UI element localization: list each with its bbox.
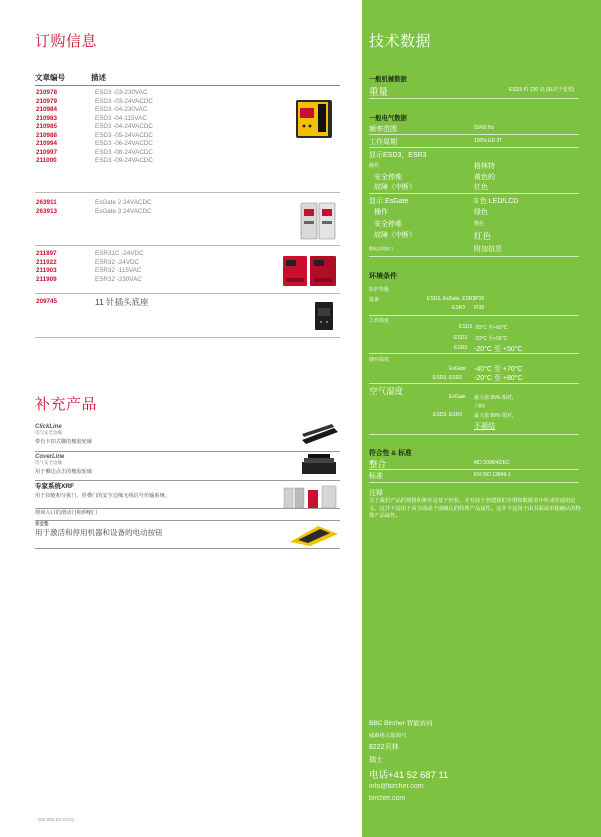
storage-temp-value-2: -20°C 至 +80°C (474, 375, 523, 382)
article-description: 11 针插头底座 (95, 297, 149, 307)
general-mechanical-heading: 一般机械数据 (369, 76, 407, 83)
extra-value: 附加信息 (474, 246, 502, 253)
weight-label: 重量 (369, 87, 389, 98)
note-label: 注释 (369, 490, 383, 497)
humidity-note: 不凝结 (474, 404, 486, 408)
humidity-value-1: 最大值 95% 相对， (474, 395, 517, 401)
article-description: ESR32 -230VAC (95, 275, 142, 283)
article-description: ESD3 -09-24VACDC (95, 157, 153, 164)
contact-company: BBC Bircher 智能访问 (369, 720, 433, 727)
humidity-value-3: 不凝结 (474, 423, 495, 430)
article-description: ESD3 -06-24VACDC (95, 140, 153, 147)
op-temp-product-1: ESD3 (459, 324, 473, 330)
duty-value: 100% ED 3T (474, 138, 503, 144)
article-number: 210994 (36, 140, 58, 147)
op-temp-product-2: ESD3 (454, 335, 468, 341)
article-description: ESD3 -08-24VACDC (95, 148, 153, 156)
extra-label: 数据总线接口 (369, 246, 393, 251)
article-description: ESD3 -04-115VAC (95, 114, 147, 122)
divider (369, 134, 579, 135)
divider (369, 482, 579, 483)
article-number: 209745 (36, 298, 58, 305)
op-temp-value-3: -20°C 至 +50°C (474, 346, 523, 353)
op-temp-product-3: ESR3 (454, 345, 468, 351)
device-value-1: IP20 (474, 296, 485, 302)
conformity-label: 整合 (369, 459, 387, 469)
order-group-socket (35, 297, 340, 338)
supp-description: 现场入口的滑动门和伸缩门 (35, 510, 98, 516)
op-temp-value-1: -20°C 至+60°C (474, 325, 508, 331)
technical-data-column (362, 0, 601, 837)
humidity-product-1: EsGate (449, 394, 466, 400)
general-electrical-heading: 一般电气数据 (369, 115, 407, 122)
document-code: 000 085 EN 07/21 (38, 817, 75, 822)
esr-product-image (280, 252, 340, 290)
article-number: 211000 (36, 157, 57, 164)
storage-temp-product-1: EsGate (449, 366, 466, 372)
contact-street: 威森格大街20号 (369, 733, 407, 739)
xrf-image (282, 484, 340, 512)
article-number: 211903 (36, 267, 57, 274)
article-description: ESD3 -03-230VAC (95, 89, 148, 96)
article-description: ESD3 -04-24VACDC (95, 123, 153, 130)
contact-website[interactable]: bircher.com (369, 795, 406, 802)
order-row (35, 157, 340, 166)
technical-data-title: 技术数据 (369, 33, 432, 50)
fault-label: 故障（中断） (374, 184, 416, 191)
article-number: 211897 (36, 250, 57, 257)
contact-city: 8222贝林 (369, 744, 399, 751)
divider (369, 469, 579, 470)
safety-mat-image (288, 520, 340, 548)
supp-item-clickline (35, 424, 340, 452)
article-description: EsGate 2 24VACDC (95, 199, 152, 206)
article-number: 210979 (36, 97, 58, 105)
fault2-value: 红色 (474, 231, 492, 241)
divider (369, 98, 579, 99)
supp-subtitle: 电气安全边缘 (35, 430, 62, 435)
environment-heading: 环境条件 (369, 273, 397, 280)
article-number: 210985 (36, 123, 58, 130)
esgate-product-image (295, 199, 339, 243)
divider (369, 434, 579, 435)
standard-label: 标准 (369, 473, 383, 480)
divider (369, 315, 579, 316)
freq-value: 50/60 Hz (474, 125, 495, 131)
coverline-image (298, 452, 340, 480)
op-temp-label: 工作温度 (369, 318, 390, 324)
order-row (35, 298, 340, 307)
order-table-header (35, 72, 340, 86)
article-number: 210978 (36, 89, 58, 96)
article-description: ESR32 -115VAC (95, 267, 142, 274)
humidity-value-2: 最大值 80% 相对， (474, 413, 517, 419)
device-value-2: IP30 (474, 305, 485, 311)
humidity-label: 空气湿度 (369, 386, 404, 396)
display-esgate-label: 显示 EsGate (369, 198, 409, 205)
duty-label: 工作周期 (369, 139, 397, 146)
article-description: ESD3 -03-24VACDC (95, 97, 153, 105)
supp-brand: ClickLine (35, 424, 62, 430)
article-number: 210984 (36, 106, 58, 113)
esd3-product-image (290, 96, 340, 142)
article-description: ESD3 -05-24VACDC (95, 131, 153, 139)
header-description: 描述 (91, 73, 106, 82)
safe-stop-value: 黄色的 (474, 174, 495, 181)
display-esd3-label: 显示ESD3，ESR3 (369, 152, 427, 159)
supp-item-coverline (35, 454, 340, 481)
disclaimer-text: 关于我们产品的规格和推荐是基于经验，并有助于创建我们手册和数据表中所述的通用定义。这并不适用于由书面或个别确认的特殊产品属性。这并不适用于由书面或单独确认的特殊产品属性。 (369, 498, 581, 519)
article-number: 210988 (36, 131, 58, 139)
divider (369, 193, 579, 194)
conformity-heading: 符合性 & 标准 (369, 450, 412, 457)
article-number: 210997 (36, 148, 58, 156)
fault-value: 红色 (474, 184, 488, 191)
conformity-value: MD 2006/42/EC (474, 460, 510, 466)
op2-label: 操作 (374, 209, 388, 216)
article-number: 211922 (36, 258, 57, 266)
article-number: 263911 (36, 199, 57, 206)
article-number: 210983 (36, 114, 58, 122)
supplementary-products-title: 补充产品 (35, 396, 98, 413)
supp-brand: CoverLine (35, 454, 65, 460)
divider (369, 353, 579, 354)
safe-stop-label: 安全停堆 (374, 174, 402, 181)
article-number: 211909 (36, 275, 57, 283)
divider (369, 147, 579, 148)
supp-subtitle: 电气安全边缘 (35, 460, 62, 465)
freq-label: 频率范围 (369, 126, 397, 133)
supp-description: 用于激活和停用机器和设备的电动按钮 (35, 528, 163, 537)
divider (369, 383, 579, 384)
standard-value: EN ISO 13849-1 (474, 472, 511, 478)
op-label: 操作 (369, 163, 380, 169)
clickline-image (298, 420, 340, 448)
order-row (35, 149, 340, 158)
article-description: EsGate 3 24VACDC (95, 207, 152, 215)
device-products-2: ESR3 (452, 305, 466, 311)
divider (369, 256, 579, 257)
op-temp-value-2: -20°C 至+55°C (474, 336, 508, 342)
article-description: ESR32 -24VDC (95, 258, 140, 266)
supp-brand: 专家系统XRF (35, 483, 74, 490)
humidity-product-2: ESD3, ESR3 (433, 412, 462, 418)
op-value: 格林特 (474, 163, 495, 170)
device-products-1: ESD3, EsGate, ESR3 (427, 296, 476, 302)
contact-country: 瑞士 (369, 757, 383, 764)
article-description: ESD3 -04-230VAC (95, 106, 148, 113)
header-article-number: 文章编号 (35, 73, 65, 82)
supp-brand: 安全垫 (35, 521, 49, 526)
storage-temp-value-1: -40°C 至 +70°C (474, 366, 523, 373)
contact-phone: 电话+41 52 687 11 (369, 770, 449, 781)
storage-temp-product-2: ESD3, ESR3 (433, 375, 462, 381)
socket-product-image (310, 298, 338, 334)
display-esgate-value: 3 色 LED/LCD (474, 198, 519, 205)
protection-label: 防护等级 (369, 287, 390, 293)
safe2-label: 安全停堆 (374, 221, 402, 228)
supp-description: 用于侧边点击的橡胶轮廓 (35, 469, 93, 475)
supp-description: 带有卡扣式脚的橡胶轮廓 (35, 439, 93, 445)
supp-description: 用于铰链和分拣门、折叠门的安全边缘无线信号传输系统。 (35, 493, 170, 499)
contact-email[interactable]: info@bircher.com (369, 783, 424, 790)
article-number: 263913 (36, 207, 58, 215)
fault2-label: 故障（中断） (374, 232, 416, 239)
ordering-info-title: 订购信息 (35, 33, 98, 50)
storage-temp-label: 储存温度 (369, 357, 390, 363)
article-description: ESR31C -24VDC (95, 250, 144, 257)
op2-value: 绿色 (474, 209, 488, 216)
weight-value: ESD3 约 230 克 (取决于变型) (509, 87, 575, 93)
device-label: 设备 (369, 297, 380, 303)
safe2-value: 橙色 (474, 221, 485, 227)
